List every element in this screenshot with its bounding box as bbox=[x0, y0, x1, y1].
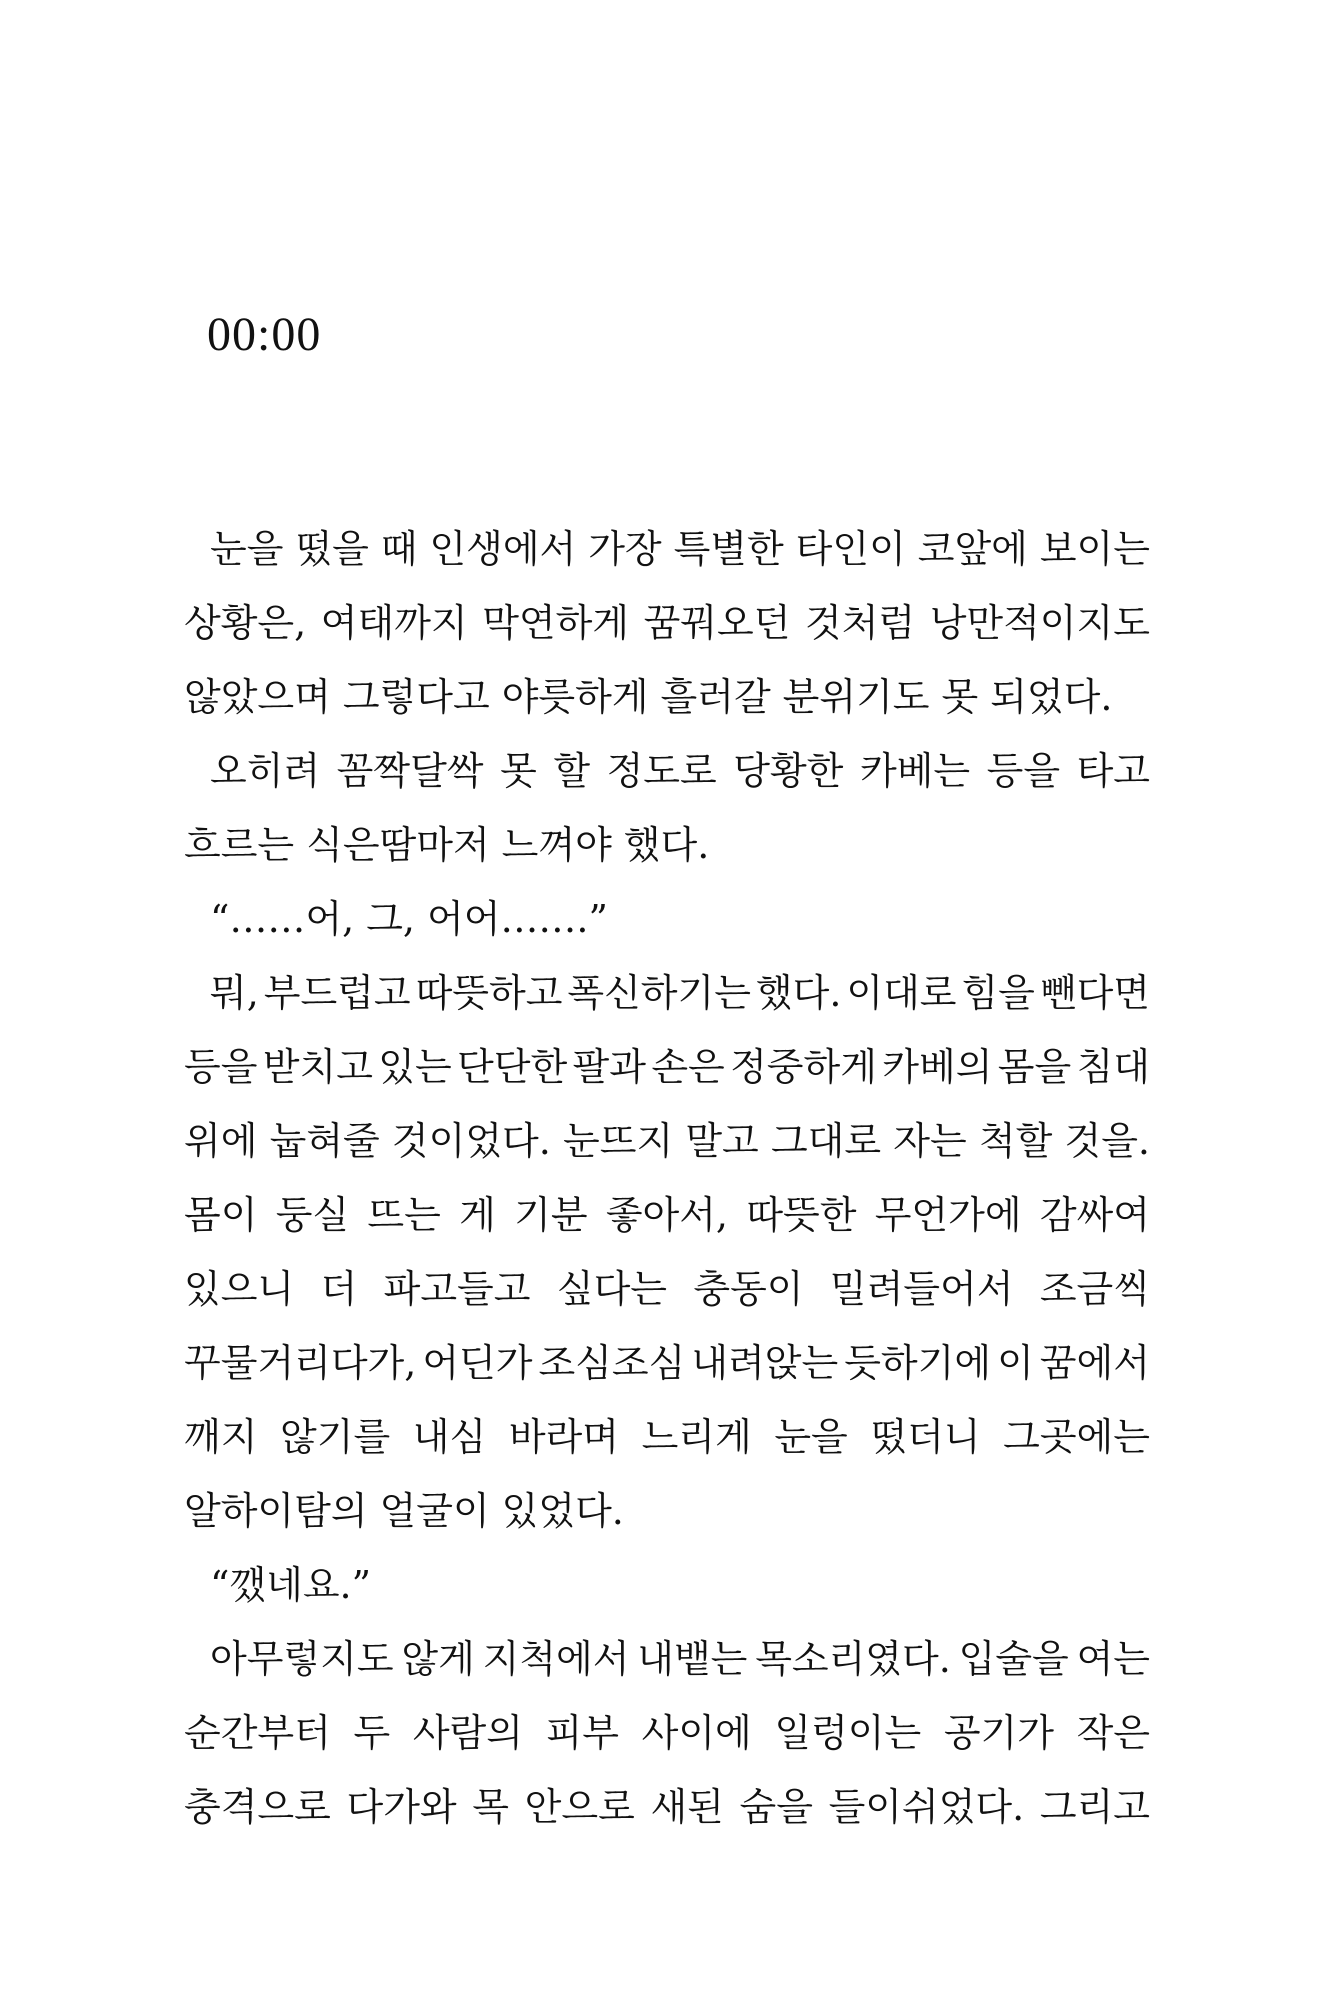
text-line: 몸이 둥실 뜨는 게 기분 좋아서, 따뜻한 무언가에 감싸여 bbox=[184, 1193, 1150, 1237]
text-line: “……어, 그, 어어…….” bbox=[210, 897, 608, 941]
text-line: 순간부터 두 사람의 피부 사이에 일렁이는 공기가 작은 bbox=[184, 1711, 1150, 1755]
text-line: 알하이탐의 얼굴이 있었다. bbox=[184, 1489, 624, 1533]
text-line: 오히려 꼼짝달싹 못 할 정도로 당황한 카베는 등을 타고 bbox=[210, 749, 1150, 793]
chapter-title: 00:00 bbox=[207, 308, 322, 361]
text-line: 않았으며 그렇다고 야릇하게 흘러갈 분위기도 못 되었다. bbox=[184, 675, 1113, 719]
text-line: 아무렇지도 않게 지척에서 내뱉는 목소리였다. 입술을 여는 bbox=[210, 1637, 1150, 1681]
text-line: 있으니 더 파고들고 싶다는 충동이 밀려들어서 조금씩 bbox=[184, 1267, 1150, 1311]
text-line: 충격으로 다가와 목 안으로 새된 숨을 들이쉬었다. 그리고 bbox=[184, 1785, 1150, 1829]
text-line: “깼네요.” bbox=[210, 1563, 372, 1607]
body-text bbox=[184, 512, 1150, 1844]
text-line: 깨지 않기를 내심 바라며 느리게 눈을 떴더니 그곳에는 bbox=[184, 1415, 1150, 1459]
text-line: 흐르는 식은땀마저 느껴야 했다. bbox=[184, 823, 710, 867]
text-line: 위에 눕혀줄 것이었다. 눈뜨지 말고 그대로 자는 척할 것을. bbox=[184, 1119, 1150, 1163]
text-line: 뭐, 부드럽고 따뜻하고 폭신하기는 했다. 이대로 힘을 뺀다면 bbox=[210, 971, 1150, 1015]
text-line: 등을 받치고 있는 단단한 팔과 손은 정중하게 카베의 몸을 침대 bbox=[184, 1045, 1150, 1089]
text-line: 꾸물거리다가, 어딘가 조심조심 내려앉는 듯하기에 이 꿈에서 bbox=[184, 1341, 1150, 1385]
text-line: 눈을 떴을 때 인생에서 가장 특별한 타인이 코앞에 보이는 bbox=[210, 527, 1150, 571]
text-line: 상황은, 여태까지 막연하게 꿈꿔오던 것처럼 낭만적이지도 bbox=[184, 601, 1150, 645]
